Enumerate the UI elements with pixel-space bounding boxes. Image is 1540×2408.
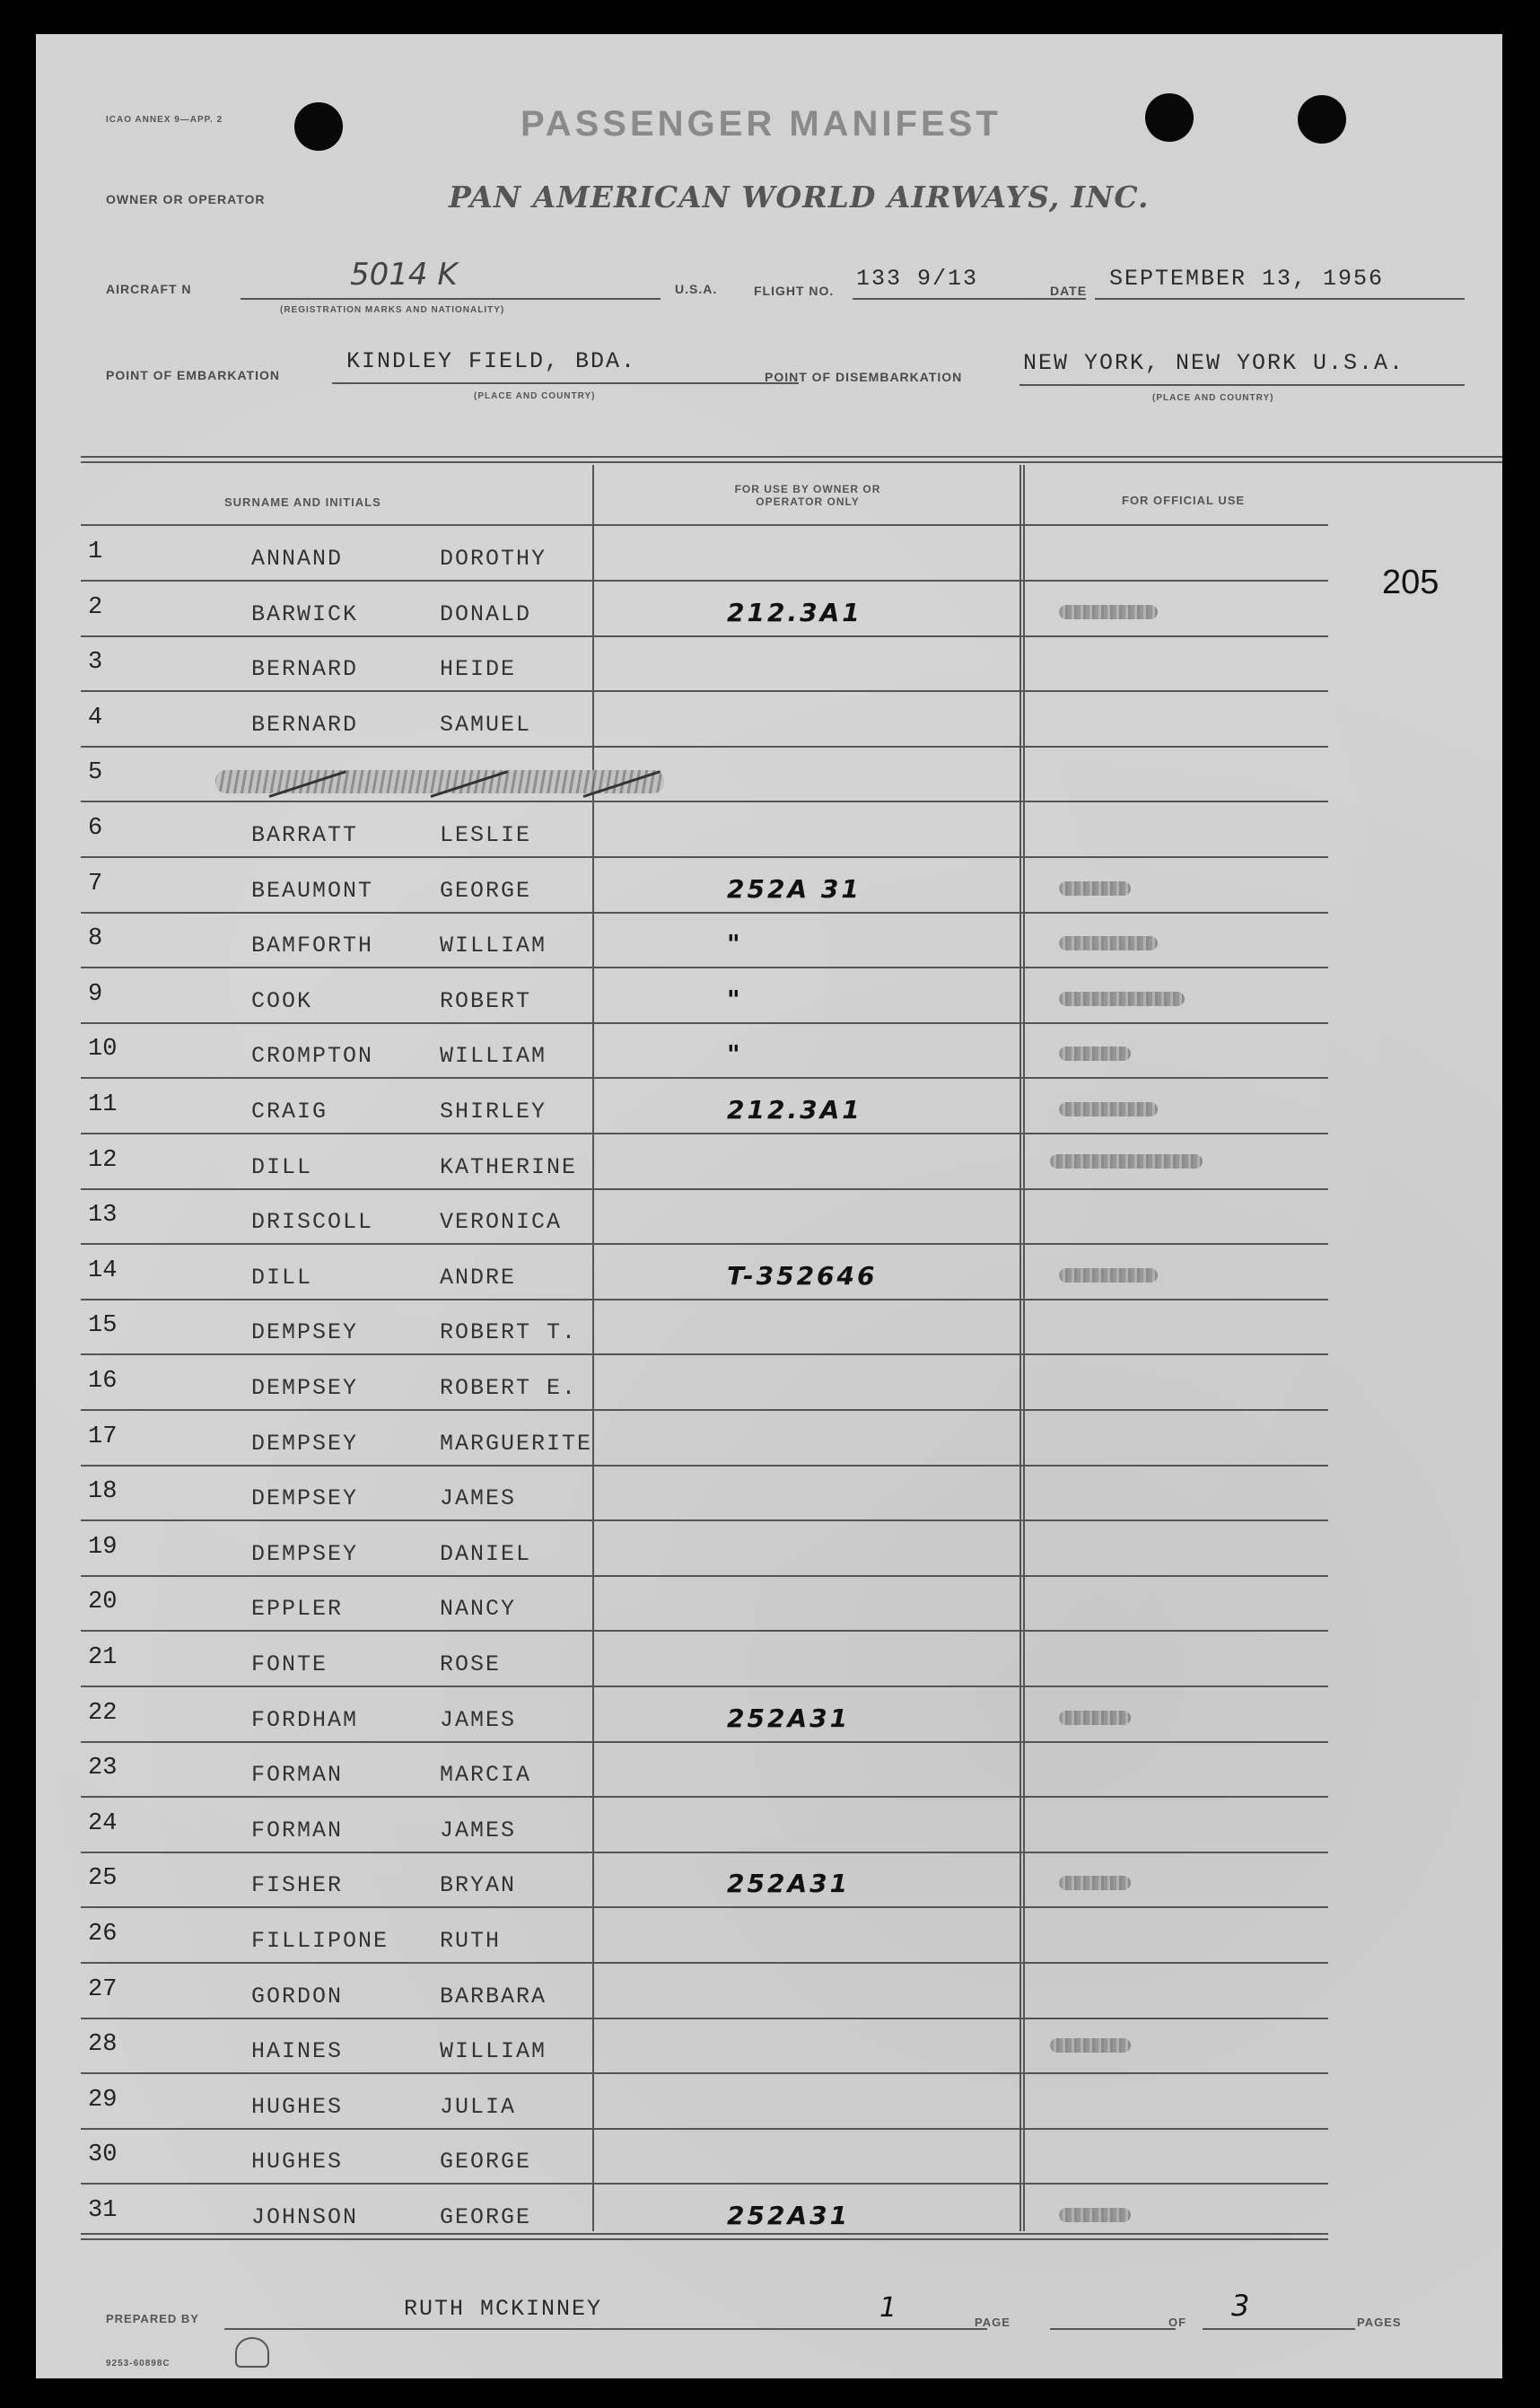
official-stamp-smudge (1059, 881, 1131, 896)
row-rule (81, 801, 1328, 802)
official-stamp-smudge (1059, 992, 1185, 1006)
passenger-surname: BEAUMONT (251, 877, 374, 904)
row-number: 3 (88, 649, 103, 677)
row-number: 5 (88, 759, 103, 787)
row-rule (81, 1465, 1328, 1467)
passenger-surname: DEMPSEY (251, 1485, 359, 1512)
page-value: 1 (879, 2292, 897, 2324)
passenger-given-name: WILLIAM (440, 1043, 547, 1070)
table-row (81, 860, 1330, 915)
embarkation-value: KINDLEY FIELD, BDA. (346, 348, 637, 374)
passenger-given-name: WILLIAM (440, 2038, 547, 2065)
official-stamp-smudge (1059, 936, 1158, 950)
of-label: OF (1168, 2316, 1187, 2329)
date-value: SEPTEMBER 13, 1956 (1109, 266, 1385, 292)
row-number: 12 (88, 1146, 118, 1174)
embarkation-label: POINT OF EMBARKATION (106, 368, 280, 382)
passenger-given-name: JULIA (440, 2093, 517, 2120)
table-row (81, 1799, 1330, 1855)
passenger-name (251, 878, 531, 904)
operator-code: 212.3A1 (727, 597, 862, 627)
operator-code: 252A31 (727, 2201, 851, 2230)
table-row (81, 1467, 1330, 1523)
embarkation-sublabel: (PLACE AND COUNTRY) (474, 391, 596, 401)
row-rule (81, 1906, 1328, 1908)
row-number: 13 (88, 1202, 118, 1230)
passenger-name (251, 1596, 516, 1622)
passenger-name (251, 1431, 592, 1457)
official-stamp-smudge (1050, 1154, 1203, 1169)
passenger-given-name: SAMUEL (440, 711, 532, 738)
row-rule (81, 1409, 1328, 1411)
table-row (81, 694, 1330, 749)
flight-label: FLIGHT NO. (754, 284, 835, 298)
row-number: 31 (88, 2197, 118, 2224)
row-number: 9 (88, 980, 103, 1008)
official-stamp-smudge (1059, 1876, 1131, 1890)
row-number: 16 (88, 1368, 118, 1395)
row-rule (81, 1796, 1328, 1798)
table-row (81, 1578, 1330, 1633)
passenger-name (251, 822, 531, 848)
passenger-surname: HAINES (251, 2038, 344, 2065)
passenger-name (251, 601, 531, 627)
passenger-name (251, 656, 516, 682)
passenger-name (251, 1707, 516, 1733)
row-rule (81, 856, 1328, 858)
passenger-surname: CROMPTON (251, 1043, 374, 1070)
table-row (81, 1025, 1330, 1081)
disembarkation-value: NEW YORK, NEW YORK U.S.A. (1023, 350, 1405, 376)
operator-code: 252A 31 (727, 873, 862, 904)
row-number: 10 (88, 1036, 118, 1064)
row-rule (81, 2018, 1328, 2019)
passenger-name (251, 1983, 547, 2010)
row-rule (81, 635, 1328, 637)
col-header-surname: SURNAME AND INITIALS (224, 495, 381, 509)
table-row (81, 1191, 1330, 1247)
official-stamp-smudge (1059, 1046, 1131, 1061)
row-number: 15 (88, 1312, 118, 1340)
passenger-name (251, 1872, 516, 1898)
official-stamp-smudge (1059, 1711, 1131, 1725)
passenger-given-name: DONALD (440, 600, 532, 627)
row-number: 2 (88, 593, 103, 621)
passenger-given-name: DOROTHY (440, 546, 547, 572)
passenger-surname: BERNARD (251, 711, 359, 738)
row-rule (81, 2072, 1328, 2074)
form-code: 9253-60898C (106, 2359, 171, 2369)
passenger-name (251, 1265, 516, 1291)
passenger-given-name: MARGUERITE (440, 1430, 593, 1457)
col-header-official: FOR OFFICIAL USE (1122, 494, 1246, 507)
table-row (81, 1854, 1330, 1910)
page-title: PASSENGER MANIFEST (521, 104, 1002, 144)
passenger-given-name: DANIEL (440, 1540, 532, 1567)
table-row (81, 1301, 1330, 1357)
row-number: 23 (88, 1755, 118, 1782)
passenger-given-name: NANCY (440, 1596, 517, 1623)
passenger-name (251, 1209, 562, 1235)
passenger-given-name: BARBARA (440, 1983, 547, 2010)
passenger-name (251, 1099, 547, 1125)
passenger-given-name: LESLIE (440, 822, 532, 848)
row-rule (81, 1686, 1328, 1687)
row-rule (81, 1353, 1328, 1355)
row-number: 1 (88, 539, 103, 565)
passenger-given-name: JAMES (440, 1817, 517, 1843)
prepared-label: PREPARED BY (106, 2312, 199, 2325)
passenger-given-name: BRYAN (440, 1872, 517, 1899)
table-row (81, 1357, 1330, 1413)
passenger-given-name: JAMES (440, 1706, 517, 1733)
passenger-given-name: MARCIA (440, 1762, 532, 1789)
official-stamp-smudge (1059, 605, 1158, 619)
row-rule (81, 1188, 1328, 1190)
row-rule (81, 1077, 1328, 1079)
owner-label: OWNER OR OPERATOR (106, 192, 266, 206)
row-rule (81, 1741, 1328, 1743)
passenger-surname: DRISCOLL (251, 1209, 374, 1236)
aircraft-label: AIRCRAFT N (106, 282, 192, 296)
row-number: 21 (88, 1644, 118, 1671)
table-row (81, 583, 1330, 639)
row-number: 19 (88, 1533, 118, 1561)
table-row (81, 1136, 1330, 1192)
row-rule (81, 912, 1328, 914)
row-rule (81, 967, 1328, 968)
aircraft-value: 5014 K (350, 257, 458, 293)
passenger-name (251, 2094, 516, 2120)
passenger-given-name: GEORGE (440, 2204, 532, 2230)
table-row (81, 1247, 1330, 1302)
passenger-name (251, 712, 531, 738)
passenger-name (251, 2204, 531, 2230)
passenger-name (251, 1928, 501, 1954)
date-label: DATE (1050, 284, 1088, 298)
passenger-surname: DILL (251, 1153, 313, 1180)
passenger-name (251, 1154, 577, 1180)
table-row (81, 1966, 1330, 2021)
operator-code: " (727, 1039, 743, 1070)
passenger-surname: BERNARD (251, 656, 359, 683)
passenger-name (251, 1319, 577, 1345)
aircraft-sublabel: (REGISTRATION MARKS AND NATIONALITY) (280, 305, 505, 315)
table-row (81, 528, 1330, 583)
row-rule (81, 2183, 1328, 2185)
punch-hole-right-2 (1298, 95, 1346, 144)
row-rule (81, 1243, 1328, 1245)
table-row (81, 1689, 1330, 1745)
operator-code: 212.3A1 (727, 1095, 862, 1125)
table-row (81, 1744, 1330, 1799)
row-rule (81, 690, 1328, 692)
operator-code: T-352646 (727, 1260, 878, 1291)
passenger-name (251, 1651, 501, 1677)
col-header-owner: FOR USE BY OWNER OR OPERATOR ONLY (734, 483, 881, 508)
row-number: 29 (88, 2086, 118, 2114)
passenger-name (251, 1762, 531, 1788)
passenger-name (251, 1485, 516, 1511)
row-number: 4 (88, 704, 103, 731)
operator-code: " (727, 929, 743, 959)
row-rule (81, 2128, 1328, 2130)
row-rule (81, 1630, 1328, 1632)
passenger-given-name: JAMES (440, 1485, 517, 1512)
row-rule (81, 1575, 1328, 1577)
passenger-given-name: ROBERT (440, 987, 532, 1014)
official-stamp-smudge (1059, 2208, 1131, 2222)
passenger-given-name: SHIRLEY (440, 1099, 547, 1125)
passenger-surname: FORMAN (251, 1817, 344, 1843)
row-rule (81, 1519, 1328, 1521)
passenger-given-name: VERONICA (440, 1209, 563, 1236)
table-row (81, 1413, 1330, 1468)
passenger-name (251, 1817, 516, 1843)
passenger-surname: BARRATT (251, 822, 359, 848)
passenger-name (251, 2038, 547, 2064)
printer-seal-icon (235, 2337, 269, 2368)
passenger-surname: FORMAN (251, 1762, 344, 1789)
manifest-sheet (36, 34, 1502, 2378)
table-row (81, 749, 1330, 804)
row-number: 26 (88, 1921, 118, 1948)
row-rule (81, 1022, 1328, 1024)
operator-code: " (727, 984, 743, 1014)
passenger-given-name: WILLIAM (440, 933, 547, 959)
operator-code: 252A31 (727, 1869, 851, 1899)
passenger-surname: HUGHES (251, 2149, 344, 2176)
table-row (81, 1523, 1330, 1579)
row-number: 27 (88, 1975, 118, 2003)
table-row (81, 2131, 1330, 2186)
table-row (81, 1081, 1330, 1136)
passenger-surname: GORDON (251, 1983, 344, 2010)
passenger-surname: FISHER (251, 1872, 344, 1899)
passenger-surname: BARWICK (251, 600, 359, 627)
official-stamp-smudge (1059, 1102, 1158, 1116)
passenger-surname: BAMFORTH (251, 933, 374, 959)
passenger-given-name: KATHERINE (440, 1153, 578, 1180)
row-number: 24 (88, 1809, 118, 1837)
row-number: 11 (88, 1091, 118, 1118)
passenger-name (251, 1375, 577, 1401)
passenger-given-name: RUTH (440, 1928, 502, 1954)
table-row (81, 970, 1330, 1026)
table-row (81, 2020, 1330, 2076)
row-number: 20 (88, 1589, 118, 1616)
table-row (81, 638, 1330, 694)
table-row (81, 1910, 1330, 1966)
passenger-given-name: ANDRE (440, 1264, 517, 1291)
table-row (81, 804, 1330, 860)
row-rule (81, 1852, 1328, 1853)
row-number: 17 (88, 1423, 118, 1450)
punch-hole-right-1 (1145, 93, 1194, 142)
passenger-given-name: ROSE (440, 1651, 502, 1677)
passenger-surname: DEMPSEY (251, 1375, 359, 1401)
prepared-value: RUTH MCKINNEY (404, 2296, 603, 2322)
row-number: 6 (88, 815, 103, 842)
of-value: 3 (1231, 2289, 1250, 2323)
passenger-surname: COOK (251, 987, 313, 1014)
punch-hole-left (294, 102, 343, 151)
passenger-surname: EPPLER (251, 1596, 344, 1623)
passenger-surname: CRAIG (251, 1099, 328, 1125)
row-rule (81, 746, 1328, 748)
disembarkation-sublabel: (PLACE AND COUNTRY) (1152, 393, 1274, 403)
passenger-surname: HUGHES (251, 2093, 344, 2120)
pages-label: PAGES (1357, 2316, 1402, 2329)
row-number: 25 (88, 1865, 118, 1893)
passenger-given-name: ROBERT E. (440, 1375, 578, 1401)
passenger-name (251, 1541, 531, 1567)
disembarkation-label: POINT OF DISEMBARKATION (765, 370, 963, 384)
row-rule (81, 580, 1328, 582)
row-number: 8 (88, 925, 103, 953)
row-rule (81, 1133, 1328, 1134)
page-stamp: 205 (1382, 564, 1439, 601)
page-label: PAGE (975, 2316, 1011, 2329)
passenger-name (251, 988, 531, 1014)
table-row (81, 2076, 1330, 2132)
country-label: U.S.A. (675, 282, 718, 296)
row-number: 28 (88, 2031, 118, 2059)
passenger-surname: FONTE (251, 1651, 328, 1677)
passenger-name (251, 546, 547, 572)
passenger-given-name: GEORGE (440, 2149, 532, 2176)
passenger-surname: DILL (251, 1264, 313, 1291)
passenger-surname: FORDHAM (251, 1706, 359, 1733)
passenger-given-name: GEORGE (440, 877, 532, 904)
row-number: 22 (88, 1699, 118, 1727)
passenger-name (251, 1043, 547, 1069)
operator-code: 252A31 (727, 1703, 851, 1733)
passenger-name (251, 933, 547, 959)
row-number: 14 (88, 1257, 118, 1284)
passenger-surname: FILLIPONE (251, 1928, 389, 1954)
row-rule (81, 1299, 1328, 1300)
passenger-surname: ANNAND (251, 546, 344, 572)
official-stamp-smudge (1059, 1268, 1158, 1283)
row-number: 18 (88, 1478, 118, 1506)
passenger-name (251, 2149, 531, 2175)
table-row (81, 1633, 1330, 1689)
row-number: 7 (88, 870, 103, 898)
passenger-given-name: HEIDE (440, 656, 517, 683)
row-number: 30 (88, 2141, 118, 2169)
flight-value: 133 9/13 (856, 266, 979, 292)
row-rule (81, 1962, 1328, 1964)
form-id: ICAO ANNEX 9—APP. 2 (106, 115, 223, 125)
passenger-surname: JOHNSON (251, 2204, 359, 2230)
table-row (81, 915, 1330, 970)
passenger-given-name: ROBERT T. (440, 1319, 578, 1346)
passenger-surname: DEMPSEY (251, 1430, 359, 1457)
operator-name: PAN AMERICAN WORLD AIRWAYS, INC. (449, 180, 1150, 215)
passenger-surname: DEMPSEY (251, 1319, 359, 1346)
official-stamp-smudge (1050, 2038, 1131, 2053)
passenger-surname: DEMPSEY (251, 1540, 359, 1567)
